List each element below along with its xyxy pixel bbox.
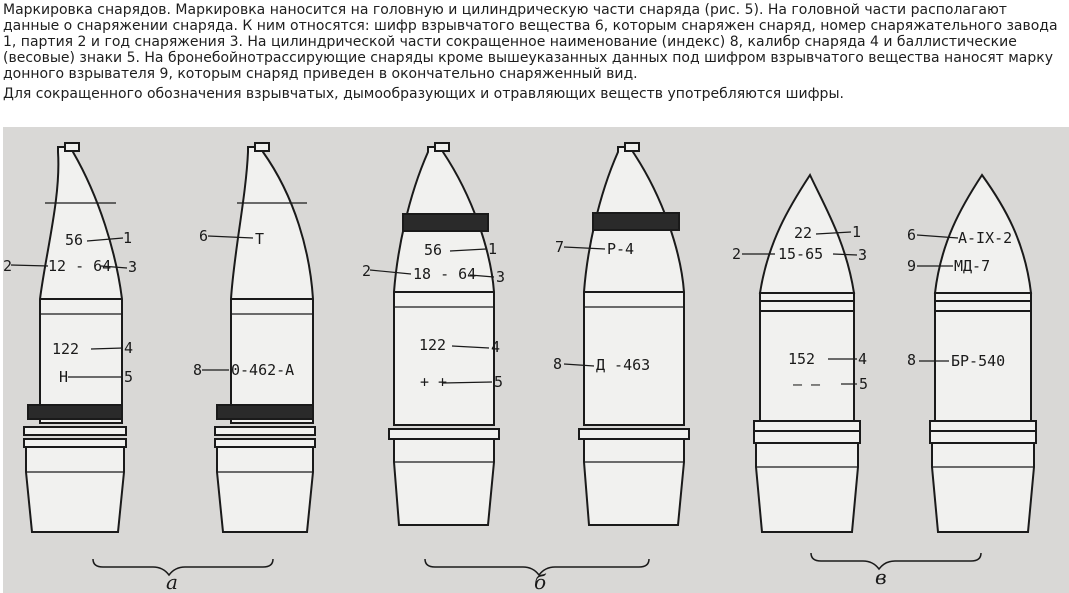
marking-weight-sign: — — — [793, 375, 821, 393]
marking-caliber: 122 — [419, 336, 447, 354]
callout-2: 2 — [3, 257, 13, 275]
marking-factory: 56 — [424, 241, 443, 259]
figure-illustration — [3, 127, 1069, 593]
callout-1: 1 — [488, 240, 498, 258]
band-icon — [593, 213, 679, 230]
callout-8: 8 — [907, 351, 917, 369]
band-icon — [403, 214, 488, 231]
callout-2: 2 — [362, 262, 372, 280]
marking-batch-year: 15-65 — [778, 245, 824, 263]
marking-fuze-brand: МД-7 — [954, 257, 991, 275]
marking-batch-year: 18 - 64 — [413, 265, 477, 283]
group-label-c: в — [875, 565, 887, 589]
marking-weight-sign: + + — [420, 373, 448, 391]
group-label-b: б — [534, 570, 547, 593]
marking-batch-year: 12 - 64 — [48, 257, 112, 275]
marking-caliber: 122 — [52, 340, 80, 358]
article-paragraph-1: Маркировка снарядов. Маркировка наносится на головную и цилиндрическую части снаряда (рис. 5). На головной части располагают данные о снаряжении снаряда. К ним относятся: шифр взрывчатого вещества 6, которым снаряжен снаряд, номер снаряжательного завода 1, партия 2 и год снаряжения 3. На цилиндрической части сокращенное наименование (индекс) 8, калибр снаряда 4 и баллистические (весовые) знаки 5. На бронебойнотрассирующие снаряды кроме вышеуказанных данных под шифром взрывчатого вещества наносят марку донного взрывателя 9, которым снаряд приведен в окончательно снаряженный вид. — [3, 2, 1058, 82]
band-icon — [217, 405, 313, 419]
group-label-a: а — [166, 570, 178, 593]
callout-1: 1 — [852, 223, 862, 241]
callout-4: 4 — [491, 338, 501, 356]
marking-index: БР-540 — [951, 352, 1006, 370]
callout-6: 6 — [199, 227, 209, 245]
callout-7: 7 — [555, 238, 565, 256]
callout-5: 5 — [124, 368, 134, 386]
callout-3: 3 — [858, 246, 868, 264]
article-paragraph-2: Для сокращенного обозначения взрывчатых, дымообразующих и отравляющих веществ употребляются шифры. — [3, 86, 844, 102]
marking-factory: 22 — [794, 224, 813, 242]
marking-explosive-code: А-IX-2 — [958, 229, 1013, 247]
callout-8: 8 — [193, 361, 203, 379]
marking-explosive-code: Т — [255, 230, 265, 248]
callout-8: 8 — [553, 355, 563, 373]
callout-5: 5 — [494, 373, 504, 391]
band-icon — [28, 405, 122, 419]
callout-2: 2 — [732, 245, 742, 263]
shell-marking-figure — [3, 127, 1069, 593]
callout-5: 5 — [859, 375, 869, 393]
marking-weight-sign: Н — [59, 368, 69, 386]
article-text — [3, 2, 1063, 106]
callout-4: 4 — [124, 339, 134, 357]
marking-caliber: 152 — [788, 350, 816, 368]
callout-1: 1 — [123, 229, 133, 247]
marking-index: 0-462-А — [231, 361, 295, 379]
callout-3: 3 — [496, 268, 506, 286]
callout-3: 3 — [128, 258, 138, 276]
marking-index: Д -463 — [596, 356, 651, 374]
callout-4: 4 — [858, 350, 868, 368]
marking-fuze-brand: Р-4 — [607, 240, 635, 258]
callout-6: 6 — [907, 226, 917, 244]
callout-9: 9 — [907, 257, 917, 275]
marking-factory: 56 — [65, 231, 84, 249]
